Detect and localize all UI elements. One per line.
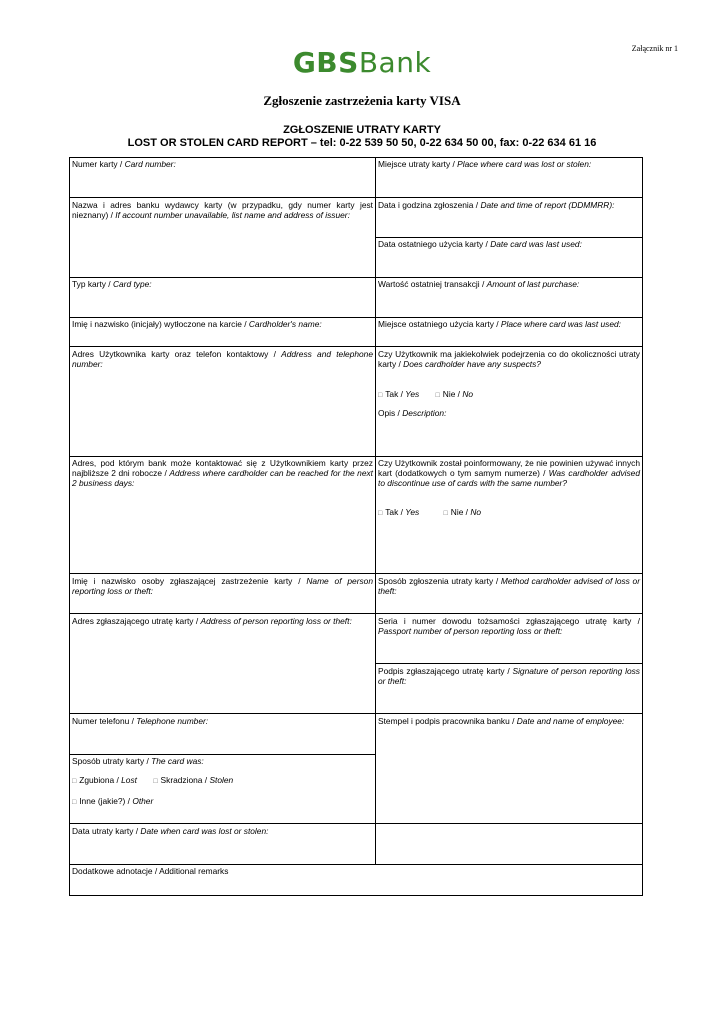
text-segment: No <box>470 507 482 517</box>
logo-normal: Bank <box>358 46 432 79</box>
field-passport-number[interactable] <box>376 615 642 637</box>
text-segment: Wartość ostatniej transakcji / <box>378 279 487 289</box>
checkbox-other[interactable] <box>70 795 375 809</box>
text-segment: Adres, pod którym bank może kontaktować się z Użytkownikiem karty przez najbliższe 2 dni robocze / <box>72 458 373 478</box>
text-segment: Place where card was lost or stolen: <box>457 159 592 169</box>
informed-options <box>376 506 642 520</box>
checkbox-stolen[interactable] <box>153 775 233 785</box>
text-segment: Miejsce utraty karty / <box>378 159 458 169</box>
text-segment: □ <box>435 392 440 399</box>
text-segment: Zgubiona / <box>79 775 122 785</box>
field-card-number[interactable] <box>70 158 375 170</box>
form-subtitle-contact: LOST OR STOLEN CARD REPORT – tel: 0-22 539 50 50, 0-22 634 50 00, fax: 0-22 634 61 16 <box>127 137 597 149</box>
field-description[interactable] <box>376 407 642 419</box>
annex-label: Załącznik nr 1 <box>631 44 678 53</box>
text-segment: Nie / <box>442 389 463 399</box>
field-cardholder-address[interactable] <box>70 348 375 370</box>
field-additional-remarks[interactable]: Dodatkowe adnotacje / Additional remarks <box>72 866 229 876</box>
field-employee-stamp[interactable] <box>376 715 642 727</box>
text-segment: Description: <box>402 408 447 418</box>
text-segment: Data utraty karty / <box>72 826 141 836</box>
field-report-method[interactable] <box>376 575 642 597</box>
checkbox-informed-yes[interactable] <box>378 507 419 517</box>
text-segment: Was cardholder advised to discontinue use of cards with the same number? <box>378 468 640 488</box>
text-segment: Sposób utraty karty / <box>72 756 152 766</box>
text-segment: No <box>462 389 474 399</box>
text-segment: The card was: <box>151 756 204 766</box>
text-segment: Cardholder's name: <box>248 319 322 329</box>
text-segment: Numer karty / <box>72 159 125 169</box>
text-segment: □ <box>72 799 77 806</box>
row-separator-right <box>375 823 643 824</box>
text-segment: Passport number of person reporting loss or theft: <box>378 626 563 636</box>
checkbox-informed-no[interactable] <box>444 507 482 517</box>
text-segment: Adres Użytkownika karty oraz telefon kontaktowy / <box>72 349 282 359</box>
text-segment: Address where cardholder can be reached for the next 2 business days: <box>72 468 373 488</box>
text-segment: Signature of person reporting loss or theft: <box>378 666 640 686</box>
field-last-place[interactable] <box>376 318 642 330</box>
field-loss-place[interactable] <box>376 158 642 170</box>
text-segment: □ <box>378 392 383 399</box>
text-segment: If account number unavailable, list name and address of issuer: <box>115 210 350 220</box>
text-segment: Method cardholder advised of loss or theft: <box>378 576 640 596</box>
checkbox-suspects-no[interactable] <box>436 389 474 399</box>
row-separator <box>69 197 643 198</box>
bank-logo <box>0 46 724 79</box>
text-segment: □ <box>72 778 77 785</box>
field-reporter-address[interactable] <box>70 615 375 627</box>
text-segment: Card type: <box>112 279 152 289</box>
text-segment: Miejsce ostatniego użycia karty / <box>378 319 501 329</box>
suspects-options <box>376 388 642 402</box>
field-report-date[interactable] <box>376 199 642 211</box>
text-segment: Yes <box>405 389 420 399</box>
text-segment: Address of person reporting loss or theft: <box>200 616 352 626</box>
text-segment: Seria i numer dowodu tożsamości zgłaszającego utratę karty / <box>378 616 640 626</box>
checkbox-lost[interactable] <box>72 775 137 785</box>
row-separator <box>69 713 643 714</box>
field-issuer-bank[interactable] <box>70 199 375 221</box>
row-separator-left <box>69 823 375 824</box>
text-segment: Skradziona / <box>160 775 210 785</box>
row-separator <box>69 613 643 614</box>
loss-type-options <box>70 774 375 788</box>
text-segment: Inne (jakie?) / <box>79 796 133 806</box>
text-segment: Yes <box>405 507 420 517</box>
text-segment: Address and telephone number: <box>72 349 373 369</box>
text-segment: Adres zgłaszającego utratę karty / <box>72 616 201 626</box>
form-title: Zgłoszenie zastrzeżenia karty VISA <box>263 93 461 108</box>
text-segment: Date and name of employee: <box>516 716 625 726</box>
field-informed <box>376 457 642 489</box>
text-segment: □ <box>153 778 158 785</box>
form-subtitle: ZGŁOSZENIE UTRATY KARTY <box>283 124 441 136</box>
text-segment: Name of person reporting loss or theft: <box>72 576 374 596</box>
field-last-used-date[interactable] <box>376 238 642 250</box>
text-segment: Data i godzina zgłoszenia / <box>378 200 481 210</box>
text-segment: Sposób zgłoszenia utraty karty / <box>378 576 501 586</box>
text-segment: Place where card was last used: <box>500 319 621 329</box>
text-segment: Lost <box>121 775 137 785</box>
row-separator <box>69 573 643 574</box>
text-segment: Typ karty / <box>72 279 113 289</box>
text-segment: Imię i nazwisko (inicjały) wytłoczone na karcie / <box>72 319 249 329</box>
text-segment: Numer telefonu / <box>72 716 137 726</box>
text-segment: Date when card was lost or stolen: <box>140 826 269 836</box>
text-segment: Nie / <box>450 507 471 517</box>
text-segment: Data ostatniego użycia karty / <box>378 239 491 249</box>
text-segment: □ <box>378 510 383 517</box>
text-segment: Czy Użytkownik został poinformowany, że nie powinien używać innych kart (dodatkowych o tym samym numerze) / <box>378 458 640 478</box>
text-segment: Date card was last used: <box>490 239 582 249</box>
field-card-type[interactable] <box>70 278 375 290</box>
text-segment: Czy Użytkownik ma jakiekolwiek podejrzenia co do okoliczności utraty karty / <box>378 349 640 369</box>
text-segment: Does cardholder have any suspects? <box>403 359 541 369</box>
text-segment: Stempel i podpis pracownika banku / <box>378 716 517 726</box>
field-cardholder-name[interactable] <box>70 318 375 330</box>
text-segment: Podpis zgłaszającego utratę karty / <box>378 666 513 676</box>
field-last-amount[interactable] <box>376 278 642 290</box>
text-segment: Nazwa i adres banku wydawcy karty (w przypadku, gdy numer karty jest nieznany) / <box>72 200 373 220</box>
field-loss-type <box>70 755 375 767</box>
field-loss-date[interactable] <box>70 825 375 837</box>
text-segment: Card number: <box>124 159 176 169</box>
checkbox-suspects-yes[interactable] <box>378 389 419 399</box>
text-segment: Opis / <box>378 408 403 418</box>
field-telephone[interactable] <box>70 715 375 727</box>
text-segment: Stolen <box>209 775 234 785</box>
logo-bold: GBS <box>292 46 359 79</box>
text-segment: Date and time of report (DDMMRR): <box>480 200 615 210</box>
text-segment: Other <box>132 796 154 806</box>
text-segment: Tak / <box>385 389 406 399</box>
field-signature[interactable] <box>376 665 642 687</box>
text-segment: Tak / <box>385 507 406 517</box>
field-suspects <box>376 348 642 370</box>
text-segment: Imię i nazwisko osoby zgłaszającej zastrzeżenie karty / <box>72 576 307 586</box>
field-contact-address[interactable] <box>70 457 375 489</box>
text-segment: Telephone number: <box>136 716 209 726</box>
row-separator <box>69 346 643 347</box>
row-separator-right <box>375 663 643 664</box>
field-reporter-name[interactable] <box>70 575 375 597</box>
text-segment: □ <box>443 510 448 517</box>
text-segment: Amount of last purchase: <box>486 279 580 289</box>
